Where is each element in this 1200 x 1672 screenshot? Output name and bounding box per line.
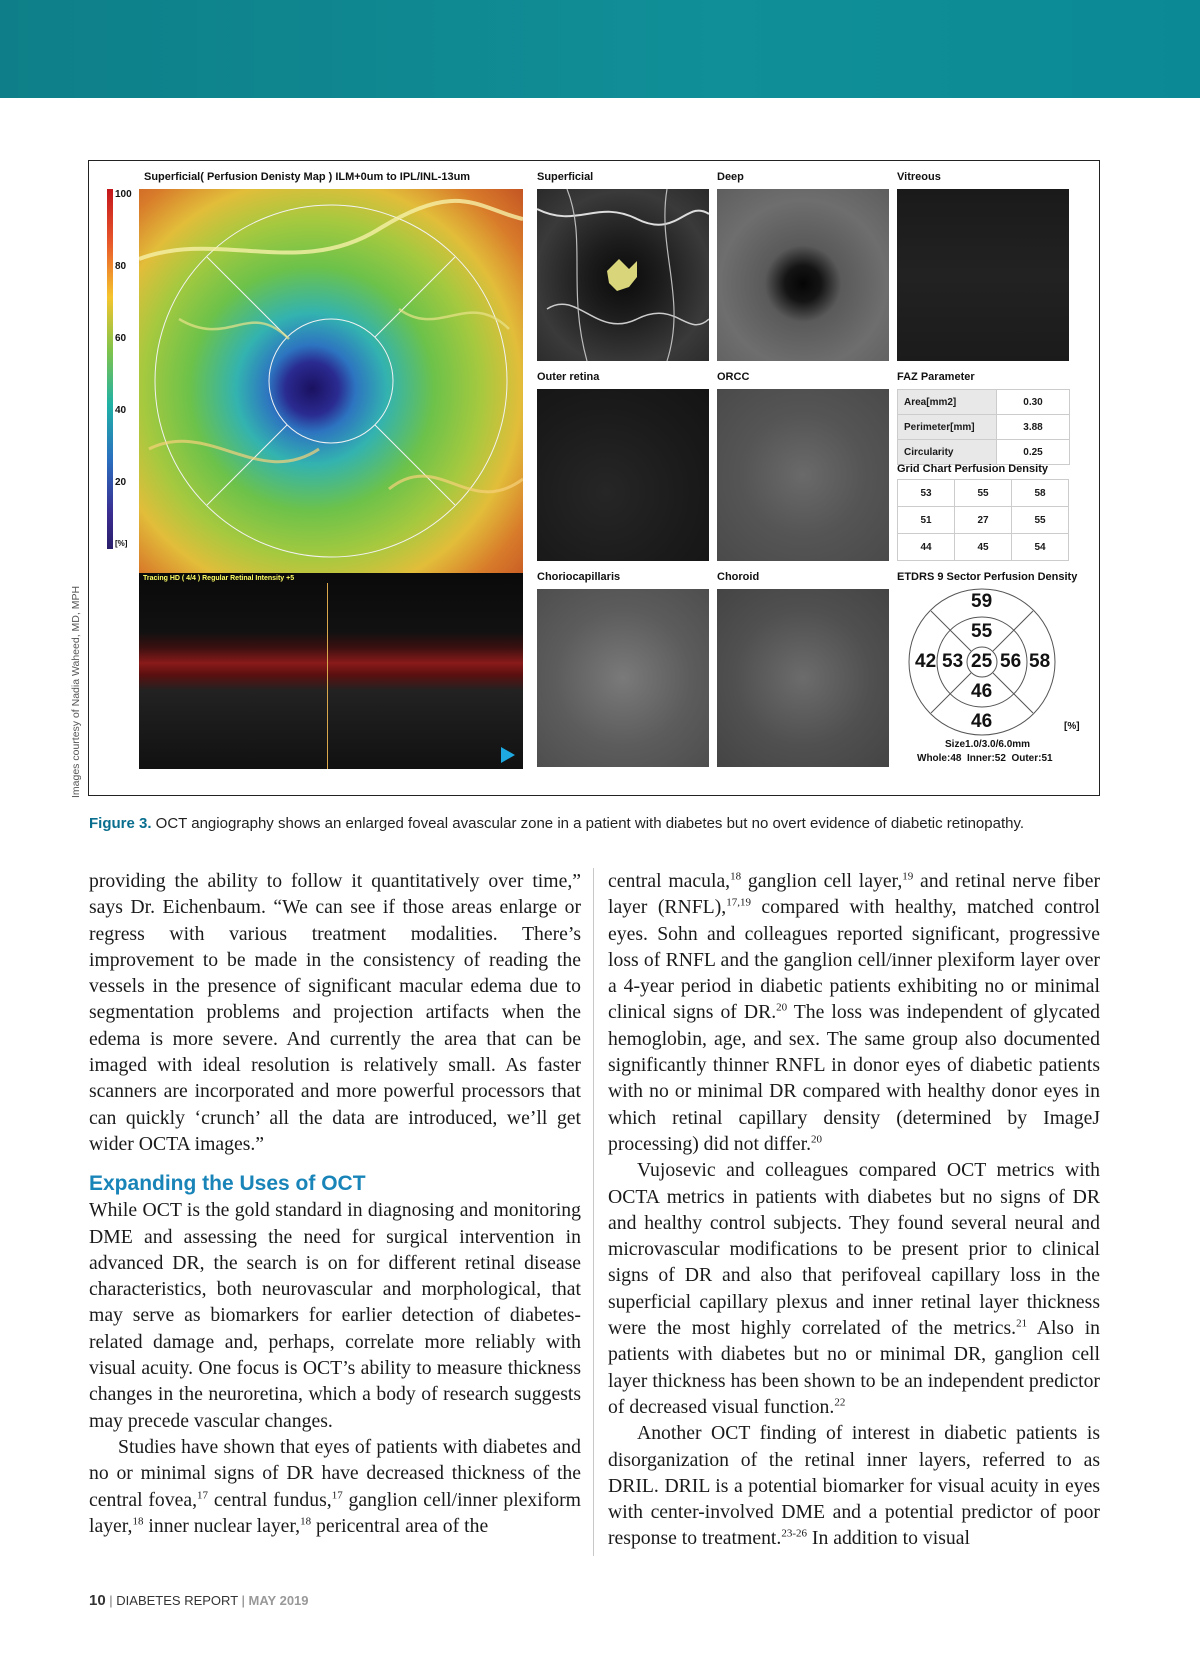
bscan-label: Tracing HD ( 4/4 ) Regular Retinal Intensity +5 [143, 575, 295, 582]
citation: 23-26 [781, 1527, 807, 1540]
grid-chart-table [897, 479, 1069, 561]
play-arrow-icon [501, 747, 515, 763]
color-scale-bar [107, 189, 113, 549]
table-row: 44 45 54 [898, 534, 1069, 561]
scale-tick: 80 [115, 261, 127, 272]
etdrs-value-outer-left: 42 [915, 651, 937, 672]
paragraph: providing the ability to follow it quantitatively over time,” says Dr. Eichenbaum. “We can see if those areas enlarge or regress with various treatment modalities. There’s improvement to be made in the consistency of reading the vessels in the presence of significant macular edema due to segmentation problems and projection artifacts when the edema is more severe. And currently the area that can be imaged with ideal resolution is relatively small. As faster scanners are incorporated and more powerful processors that can quickly ‘crunch’ all the data are introduced, we’ll get wider OCTA images.” [89, 870, 581, 1155]
perfusion-density-map [139, 189, 523, 573]
panel-label-vitreous: Vitreous [897, 171, 941, 183]
panel-label-choroid: Choroid [717, 571, 760, 583]
paragraph: Studies have shown that eyes of patients with diabetes and no or minimal signs of DR have decreased thickness of the central fovea,$^{17}$ central fundus,$^{17}$ ganglion cell/inner plexiform layer,$^{18}$ inner nuclear layer,$^{18}$ pericentral area of the [89, 1435, 581, 1537]
issue-date: MAY 2019 [248, 1593, 309, 1608]
angio-superficial [537, 189, 709, 361]
right-column [608, 868, 1100, 1552]
etdrs-value-outer-right: 58 [1029, 651, 1051, 672]
citation: 20 [776, 1001, 788, 1014]
angio-orcc [717, 389, 889, 561]
etdrs-value-center: 25 [971, 651, 993, 672]
citation: 18 [730, 870, 742, 883]
etdrs-value-inner-top: 55 [971, 621, 993, 642]
panel-label-superficial: Superficial [537, 171, 594, 183]
perfusion-map-title: Superficial( Perfusion Denisty Map ) ILM+0um to IPL/INL-13um [144, 171, 471, 183]
etdrs-value-inner-left: 53 [942, 651, 964, 672]
table-row: 51 27 55 [898, 507, 1069, 534]
scale-tick: 20 [115, 477, 127, 488]
etdrs-value-top: 59 [971, 591, 993, 612]
etdrs-summary: Whole:48 Inner:52 Outer:51 [917, 753, 1053, 764]
citation: 19 [902, 870, 914, 883]
panel-label-choriocapillaris: Choriocapillaris [537, 571, 621, 583]
citation: 21 [1016, 1317, 1028, 1330]
angio-deep [717, 189, 889, 361]
paragraph: Vujosevic and colleagues compared OCT metrics with OCTA metrics in patients with diabetes but no signs of DR and healthy control subjects. They found several neural and microvascular modifications to be present prior to clinical signs of DR and also that perifoveal capillary loss in the superficial capillary plexus and inner retinal layer thickness were the most highly correlated of the metrics.$^{21}$ Also in patients with diabetes but no or minimal DR, ganglion cell layer thickness has been shown to be an independent predictor of decreased visual function.$^{22}$ [608, 1159, 1101, 1418]
citation: 17,19 [726, 896, 751, 909]
citation: 17 [197, 1488, 209, 1501]
table-row: Perimeter[mm] 3.88 [898, 415, 1070, 440]
etdrs-unit: [%] [1064, 721, 1080, 732]
scale-tick: 60 [115, 333, 127, 344]
table-row: Circularity 0.25 [898, 440, 1070, 465]
etdrs-size: Size1.0/3.0/6.0mm [945, 739, 1031, 750]
table-row: 53 55 58 [898, 480, 1069, 507]
etdrs-value-bottom: 46 [971, 711, 993, 732]
caption-text: OCT angiography shows an enlarged foveal avascular zone in a patient with diabetes but no overt evidence of diabetic retinopathy. [151, 815, 1025, 832]
section-heading: Expanding the Uses of OCT [89, 1172, 366, 1196]
scale-tick: 100 [115, 189, 132, 200]
panel-label-orcc: ORCC [717, 371, 750, 383]
column-divider [593, 868, 594, 1556]
caption-lead: Figure 3. [89, 815, 152, 832]
header-band [0, 0, 1200, 98]
paragraph: Another OCT finding of interest in diabetic patients is disorganization of the retinal inner layers, referred to as DRIL. DRIL is a potential biomarker for visual acuity in eyes with center-involved DME and a potential predictor of poor response to treatment.$^{23-26}$ In addition to visual [608, 1422, 1100, 1550]
faz-title: FAZ Parameter [897, 371, 975, 383]
angio-choroid [717, 589, 889, 767]
figure-oct-angiography [88, 160, 1100, 796]
etdrs-value-inner-bottom: 46 [971, 681, 993, 702]
angio-outer-retina [537, 389, 709, 561]
left-column [89, 868, 581, 1539]
faz-table [897, 389, 1070, 465]
image-credit: Images courtesy of Nadia Waheed, MD, MPH [70, 585, 82, 798]
publication-name: DIABETES REPORT [116, 1593, 238, 1608]
citation: 17 [331, 1488, 343, 1501]
paragraph: central macula,$^{18}$ ganglion cell layer,$^{19}$ and retinal nerve fiber layer (RNFL),$^{17,19}$ compared with healthy, matched control eyes. Sohn and colleagues reported significant, progressive loss of RNFL and the ganglion cell/inner plexiform layer over a 4-year period in diabetic patients exhibiting no or minimal clinical signs of DR.$^{20}$ The loss was independent of glycated hemoglobin, age, and sex. The same group also documented significantly thinner RNFL in donor eyes of diabetic patients with no or minimal DR compared with healthy donor eyes in which retinal capillary density (determined by ImageJ processing) did not differ.$^{20}$ [608, 870, 1100, 1155]
bscan-marker-line [327, 583, 328, 769]
figure-caption [89, 815, 1024, 832]
panel-label-deep: Deep [717, 171, 744, 183]
scale-tick: 40 [115, 405, 127, 416]
citation: 18 [132, 1515, 144, 1528]
grid-chart-title: Grid Chart Perfusion Density [897, 463, 1048, 475]
etdrs-title: ETDRS 9 Sector Perfusion Density [897, 571, 1078, 583]
angio-choriocapillaris [537, 589, 709, 767]
panel-label-outer-retina: Outer retina [537, 371, 600, 383]
citation: 22 [834, 1396, 846, 1409]
page-footer: 10 | DIABETES REPORT | MAY 2019 [89, 1592, 309, 1609]
oct-bscan [139, 573, 523, 769]
table-row: Area[mm2] 0.30 [898, 390, 1070, 415]
paragraph: While OCT is the gold standard in diagnosing and monitoring DME and assessing the need for surgical intervention in advanced DR, the search is on for different retinal disease characteristics, both neurovascular and morphological, that may serve as biomarkers for earlier detection of diabetes-related damage and, perhaps, correlate more reliably with visual acuity. One focus is OCT’s ability to measure thickness changes in the neuroretina, which a body of research suggests may precede vascular changes. [89, 1199, 581, 1432]
citation: 20 [811, 1133, 823, 1146]
angio-vitreous [897, 189, 1069, 361]
etdrs-value-inner-right: 56 [1000, 651, 1022, 672]
citation: 18 [300, 1515, 312, 1528]
page-number: 10 [89, 1592, 106, 1609]
scale-tick: [%] [115, 539, 128, 548]
